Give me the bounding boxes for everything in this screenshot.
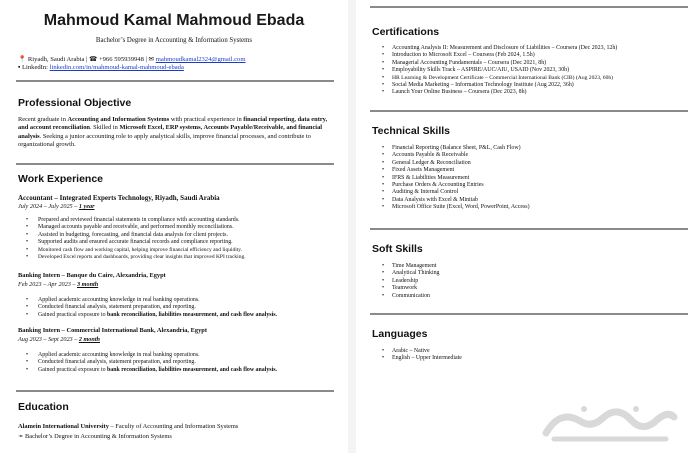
list-item: • Monitored cash flow and working capital, helping improve financial efficiency and liquidity. — [26, 247, 246, 254]
location-text: Riyadh, Saudi Arabia — [27, 56, 85, 63]
linkedin-icon: ▪ — [18, 64, 21, 71]
section-divider — [370, 228, 688, 230]
bullet-text: Gained practical exposure to — [38, 311, 108, 318]
phone-icon: ☎ — [89, 56, 98, 63]
job-bullets — [26, 297, 277, 319]
section-divider — [370, 313, 688, 315]
objective-bold-2: financial reporting, data entry, and account reconciliation — [18, 116, 328, 132]
list-item: • Managed accounts payable and receivable, and performed monthly reconciliations. — [26, 224, 246, 231]
education-degree: Bachelor’s Degree in Accounting & Information Systems — [24, 433, 172, 440]
candidate-name: Mahmoud Kamal Mahmoud Ebada — [43, 12, 305, 29]
objective-text-2: with practical experience in — [169, 116, 244, 123]
job-title: Banking Intern – Banque du Caire, Alexandria, Egypt — [18, 272, 166, 279]
job-date-range: Feb 2023 – Apr 2023 – — [18, 281, 78, 288]
list-item: • Applied academic accounting knowledge in real banking operations. — [26, 297, 277, 304]
degree-subtitle: Bachelor’s Degree in Accounting & Information Systems — [95, 37, 253, 44]
certifications-heading: Certifications — [372, 26, 440, 38]
list-item: • HR Learning & Development Certificate – Commercial International Bank (CIB) (Aug 2023, 60h) — [382, 75, 617, 82]
objective-bold-3: Microsoft Excel, ERP systems, Accounts Payable/Receivable, and financial analysis — [18, 124, 323, 140]
bullet-bold-text: bank reconciliation, liabilities measurement, and cash flow analysis. — [107, 366, 277, 373]
university-name: Alamein International University — [18, 423, 109, 430]
languages-list — [382, 348, 462, 363]
contact-line: 📍 Riyadh, Saudi Arabia | ☎ +966 595939948 | ✉ mahmoudkamal2324@gmail.com — [18, 56, 246, 63]
job-date-range: July 2024 – July 2025 – — [18, 203, 79, 210]
list-item: • Introduction to Microsoft Excel – Coursera (Feb 2024, 1.5h) — [382, 52, 617, 59]
list-item: • Launch Your Online Business – Coursera (Dec 2023, 8h) — [382, 89, 617, 96]
objective-text-4: . Seeking a junior accounting role to apply analytical skills, improve financial processes, and contribute to organizational growth. — [18, 132, 311, 149]
list-item: • Time Management — [382, 263, 440, 270]
soft-skills-heading: Soft Skills — [372, 243, 423, 255]
certifications-list — [382, 45, 617, 97]
job-duration: 1 year — [78, 203, 95, 210]
list-item: • Data Analysis with Excel & Minitab — [382, 197, 530, 204]
job-dates — [18, 336, 100, 343]
email-link[interactable]: mahmoudkamal2324@gmail.com — [155, 56, 246, 63]
list-item: • Social Media Marketing – Information Technology Institute (Aug 2022, 36h) — [382, 82, 617, 89]
list-item: • Prepared and reviewed financial statements in compliance with accounting standards. — [26, 217, 246, 224]
education-degree-line — [18, 432, 172, 440]
objective-bold-1: Accounting and Information Systems — [67, 116, 170, 123]
technical-skills-heading: Technical Skills — [372, 125, 451, 137]
resume-page-left — [0, 0, 348, 453]
linkedin-link[interactable]: linkedin.com/in/mahmoud-kamal-mahmoud-ebada — [49, 64, 184, 71]
arrow-bullet-icon: ➛ — [18, 433, 24, 440]
job-date-range: Aug 2023 – Sept 2023 – — [18, 336, 79, 343]
list-item: • Purchase Orders & Accounting Entries — [382, 182, 530, 189]
languages-heading: Languages — [372, 328, 428, 340]
job-dates — [18, 203, 94, 210]
list-item — [26, 312, 277, 319]
bullet-bold-text: bank reconciliation, liabilities measurement, and cash flow analysis. — [107, 311, 277, 318]
list-item: • Conducted financial analysis, statement preparation, and reporting. — [26, 304, 277, 311]
job-bullets — [26, 217, 246, 261]
experience-heading: Work Experience — [18, 173, 104, 185]
job-dates — [18, 281, 98, 288]
linkedin-label: LinkedIn: — [22, 64, 49, 71]
list-item: • Fixed Assets Management — [382, 167, 530, 174]
bullet-text: Gained practical exposure to — [38, 366, 108, 373]
objective-heading: Professional Objective — [18, 97, 132, 109]
job-title: Accountant – Integrated Experts Technology, Riyadh, Saudi Arabia — [18, 194, 220, 202]
list-item: • Auditing & Internal Control — [382, 189, 530, 196]
list-item: • Financial Reporting (Balance Sheet, P&L, Cash Flow) — [382, 145, 530, 152]
page-gutter — [348, 0, 356, 453]
soft-skills-list — [382, 263, 440, 300]
email-icon: ✉ — [148, 56, 155, 63]
job-bullets — [26, 352, 277, 374]
linkedin-line — [18, 64, 184, 71]
list-item: • General Ledger & Reconciliation — [382, 160, 530, 167]
list-item: • Applied academic accounting knowledge in real banking operations. — [26, 352, 277, 359]
section-divider — [16, 80, 334, 82]
objective-paragraph — [18, 116, 334, 150]
watermark-logo — [540, 403, 680, 445]
job-title: Banking Intern – Commercial International Bank, Alexandria, Egypt — [18, 327, 207, 334]
faculty-name: – Faculty of Accounting and Information Systems — [108, 423, 239, 430]
list-item: • Conducted financial analysis, statement preparation, and reporting. — [26, 359, 277, 366]
section-divider — [16, 163, 334, 165]
resume-page-right — [356, 0, 700, 453]
education-university-line — [18, 423, 238, 430]
objective-text-3: . Skilled in — [89, 124, 120, 132]
phone-text: +966 595939948 — [98, 56, 144, 63]
education-heading: Education — [18, 401, 69, 413]
technical-skills-list — [382, 145, 530, 212]
section-divider — [370, 6, 688, 8]
list-item: • English – Upper Intermediate — [382, 355, 462, 362]
section-divider — [16, 390, 334, 392]
list-item: • Supported audits and ensured accurate financial records and compliance reporting. — [26, 239, 246, 246]
list-item: • Accounting Analysis II: Measurement and Disclosure of Liabilities – Coursera (Dec 2023, 12h) — [382, 45, 617, 52]
list-item: • Teamwork — [382, 285, 440, 292]
job-duration: 3 month — [77, 281, 99, 288]
list-item: • Developed Excel reports and dashboards, providing clear insights that improved KPI tracking. — [26, 254, 246, 261]
job-duration: 2 month — [78, 336, 100, 343]
list-item: • Employability Skills Track – ASPIRE/AUC/AIU, USAID (Nov 2023, 30h) — [382, 67, 617, 74]
location-pin-icon: 📍 — [18, 56, 27, 63]
list-item: • Microsoft Office Suite (Excel, Word, PowerPoint, Access) — [382, 204, 530, 211]
list-item — [26, 367, 277, 374]
list-item: • Analytical Thinking — [382, 270, 440, 277]
section-divider — [370, 110, 688, 112]
list-item: • Accounts Payable & Receivable — [382, 152, 530, 159]
list-item: • Assisted in budgeting, forecasting, and financial data analysis for client projects. — [26, 232, 246, 239]
list-item: • Arabic – Native — [382, 348, 462, 355]
list-item: • Leadership — [382, 278, 440, 285]
list-item: • Managerial Accounting Fundamentals – Coursera (Dec 2021, 8h) — [382, 60, 617, 67]
list-item: • IFRS & Liabilities Measurement — [382, 175, 530, 182]
list-item: • Communication — [382, 293, 440, 300]
objective-text-1: Recent graduate in — [18, 116, 68, 123]
